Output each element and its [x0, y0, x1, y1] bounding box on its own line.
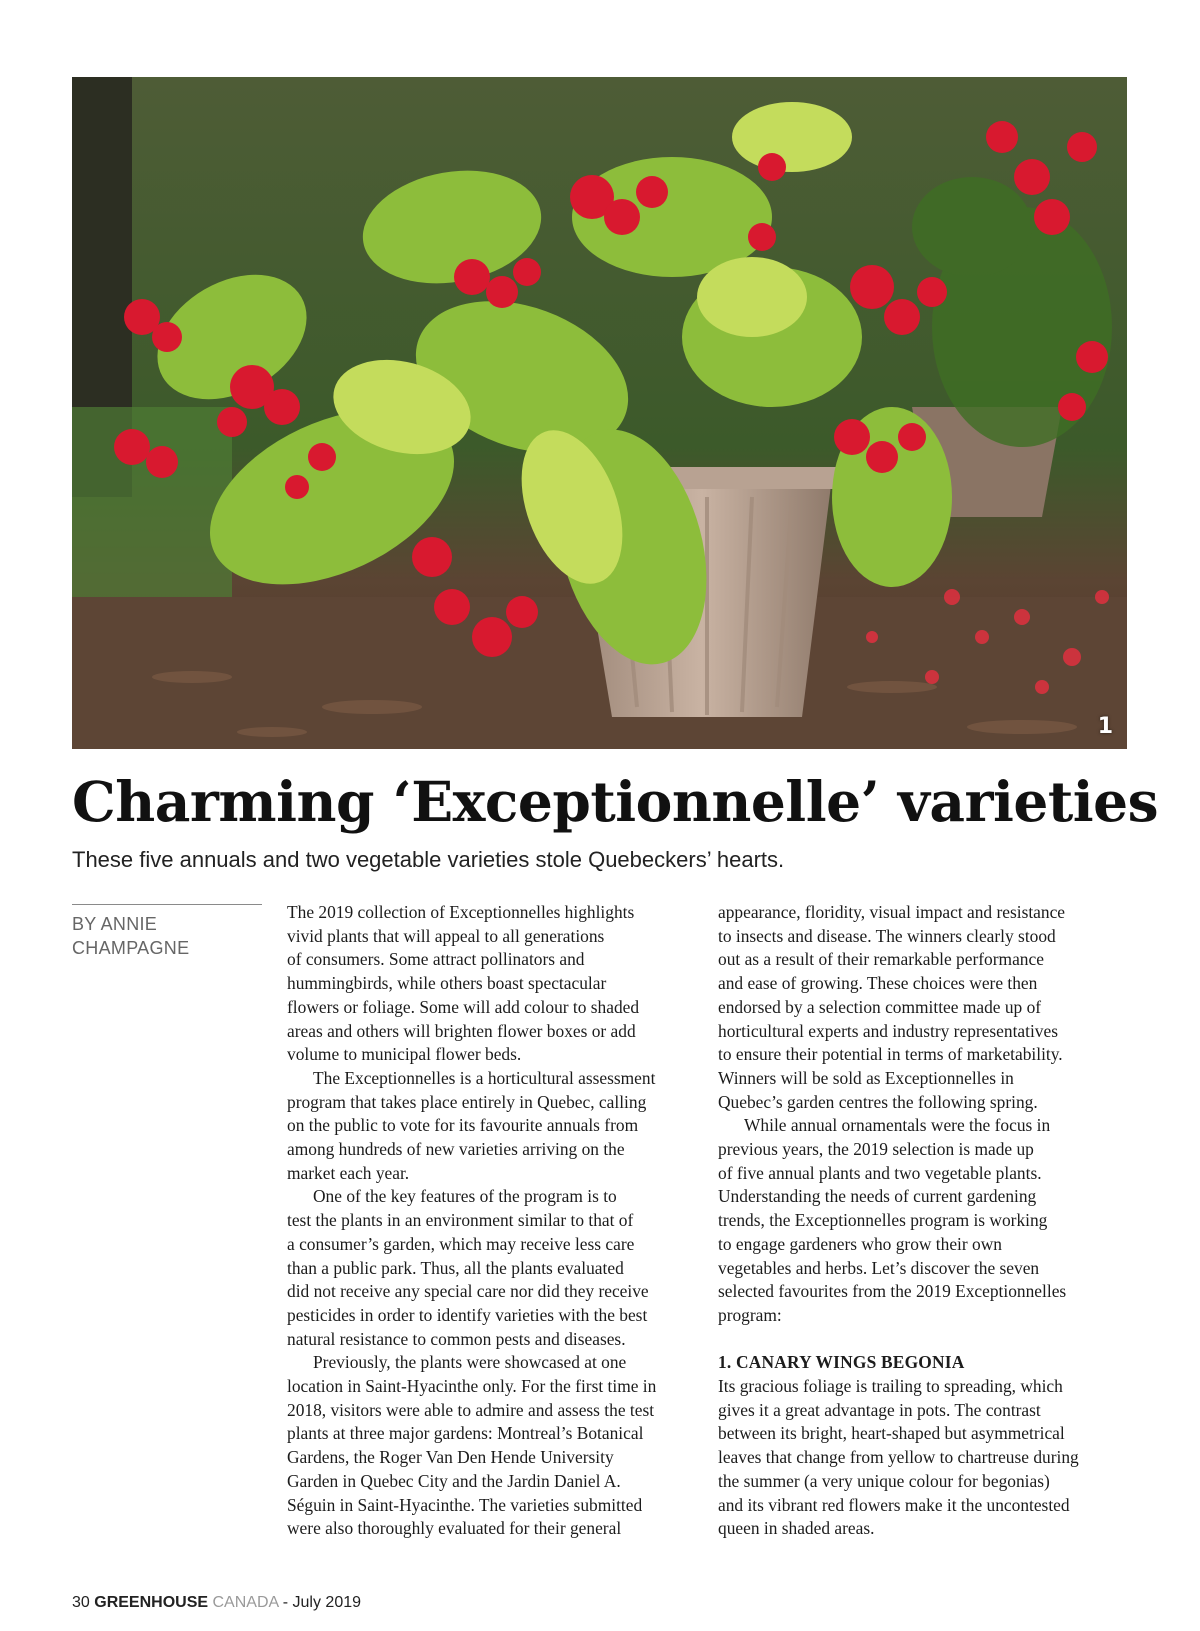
body-text: market each year. — [287, 1162, 410, 1183]
body-text: One of the key features of the program is to — [313, 1186, 617, 1207]
body-text-line — [718, 996, 1128, 1020]
body-text-line — [718, 972, 1128, 996]
body-text: location in Saint-Hyacinthe only. For the first time in — [287, 1376, 657, 1397]
body-text-line — [718, 1375, 1128, 1399]
body-text: flowers or foliage. Some will add colour to shaded — [287, 996, 640, 1017]
byline-rule — [72, 904, 262, 905]
body-text: Séguin in Saint-Hyacinthe. The varieties submitted — [287, 1494, 643, 1515]
byline — [72, 912, 262, 960]
body-text-line — [718, 948, 1128, 972]
body-text-line — [287, 1185, 695, 1209]
body-text: selected favourites from the 2019 Exceptionnelles — [718, 1281, 1067, 1302]
body-text-line — [287, 1233, 695, 1257]
body-text: queen in shaded areas. — [718, 1518, 875, 1539]
body-text-line — [718, 1114, 1128, 1138]
byline-line: CHAMPAGNE — [72, 938, 190, 958]
body-text-line — [718, 1257, 1128, 1281]
body-text: and its vibrant red flowers make it the uncontested — [718, 1494, 1070, 1515]
body-text: leaves that change from yellow to chartreuse during — [718, 1447, 1079, 1468]
footer-separator: - — [282, 1594, 289, 1611]
body-text: Garden in Quebec City and the Jardin Daniel A. — [287, 1470, 621, 1491]
magazine-name-light: CANADA — [212, 1594, 279, 1611]
body-text-line — [718, 1446, 1128, 1470]
body-column-1 — [287, 901, 695, 1541]
body-text-line — [287, 1351, 695, 1375]
body-text-line — [718, 1209, 1128, 1233]
body-text-line — [718, 901, 1128, 925]
body-text-line — [718, 925, 1128, 949]
section-heading: 1. CANARY WINGS BEGONIA — [718, 1352, 965, 1373]
body-text-line — [287, 972, 695, 996]
body-text-line — [287, 925, 695, 949]
body-text-line — [718, 1422, 1128, 1446]
byline-line: BY ANNIE — [72, 914, 158, 934]
body-text-line — [287, 1375, 695, 1399]
body-text: to insects and disease. The winners clearly stood — [718, 925, 1056, 946]
body-text: vivid plants that will appeal to all generations — [287, 925, 605, 946]
body-text-line — [718, 1138, 1128, 1162]
body-text-line — [718, 1399, 1128, 1423]
body-text-line — [287, 1470, 695, 1494]
page-number: 30 — [72, 1594, 90, 1611]
body-text-line — [718, 1185, 1128, 1209]
body-text-line — [287, 1138, 695, 1162]
body-text: hummingbirds, while others boast spectacular — [287, 973, 607, 994]
section-body — [718, 1375, 1128, 1541]
body-text-line — [287, 1399, 695, 1423]
body-text: did not receive any special care nor did they receive — [287, 1281, 649, 1302]
body-text-line — [287, 1020, 695, 1044]
body-text: program that takes place entirely in Quebec, calling — [287, 1091, 647, 1112]
body-text: gives it a great advantage in pots. The contrast — [718, 1399, 1041, 1420]
issue-date: July 2019 — [292, 1594, 362, 1611]
body-text-line — [287, 1280, 695, 1304]
body-text-line — [287, 1494, 695, 1518]
body-text-line — [718, 1091, 1128, 1115]
body-text: on the public to vote for its favourite annuals from — [287, 1115, 639, 1136]
body-text: out as a result of their remarkable performance — [718, 949, 1044, 970]
body-text: 2018, visitors were able to admire and assess the test — [287, 1399, 655, 1420]
body-text: to engage gardeners who grow their own — [718, 1233, 1002, 1254]
body-text: appearance, floridity, visual impact and resistance — [718, 902, 1066, 922]
body-text: between its bright, heart-shaped but asymmetrical — [718, 1423, 1065, 1444]
body-text-line — [287, 901, 695, 925]
body-text-line — [287, 1091, 695, 1115]
body-text: and ease of growing. These choices were then — [718, 973, 1038, 994]
body-text-line — [287, 1067, 695, 1091]
body-text-line — [287, 1446, 695, 1470]
body-text: The 2019 collection of Exceptionnelles highlights — [287, 902, 635, 922]
body-text-line — [718, 1162, 1128, 1186]
body-text: of five annual plants and two vegetable plants. — [718, 1162, 1042, 1183]
body-text-line — [718, 1020, 1128, 1044]
body-text-line — [718, 1043, 1128, 1067]
magazine-name: GREENHOUSE — [94, 1594, 209, 1611]
page-footer — [72, 1593, 361, 1613]
body-text: horticultural experts and industry representatives — [718, 1020, 1058, 1041]
body-text-line — [287, 996, 695, 1020]
body-text: program: — [718, 1304, 782, 1325]
body-text: Winners will be sold as Exceptionnelles in — [718, 1067, 1014, 1088]
column-2-lines — [718, 901, 1128, 1328]
body-text: than a public park. Thus, all the plants evaluated — [287, 1257, 624, 1278]
body-text: areas and others will brighten flower boxes or add — [287, 1020, 636, 1041]
body-text: a consumer’s garden, which may receive less care — [287, 1233, 635, 1254]
body-text-line — [718, 1067, 1128, 1091]
body-text: of consumers. Some attract pollinators and — [287, 949, 585, 970]
body-text: Previously, the plants were showcased at one — [313, 1352, 627, 1373]
body-text: the summer (a very unique colour for begonias) — [718, 1470, 1050, 1491]
begonia-photo — [72, 77, 1127, 749]
photo-number: 1 — [1097, 714, 1113, 739]
body-text-line — [287, 1257, 695, 1281]
body-text: vegetables and herbs. Let’s discover the seven — [718, 1257, 1040, 1278]
body-text-line — [287, 1043, 695, 1067]
body-text: test the plants in an environment similar to that of — [287, 1210, 634, 1231]
body-text: While annual ornamentals were the focus in — [744, 1115, 1051, 1136]
body-text-line — [718, 1304, 1128, 1328]
body-text-line — [287, 948, 695, 972]
body-text: Its gracious foliage is trailing to spreading, which — [718, 1376, 1063, 1397]
body-text-line — [718, 1280, 1128, 1304]
begonia-photo-icon — [72, 77, 1127, 749]
body-text: volume to municipal flower beds. — [287, 1044, 522, 1065]
body-text-line — [287, 1422, 695, 1446]
body-text-line — [718, 1517, 1128, 1541]
body-text: natural resistance to common pests and diseases. — [287, 1328, 626, 1349]
body-text: The Exceptionnelles is a horticultural assessment — [313, 1067, 656, 1088]
body-text: to ensure their potential in terms of marketability. — [718, 1044, 1063, 1065]
body-text-line — [287, 1304, 695, 1328]
body-text-line — [287, 1162, 695, 1186]
body-text: endorsed by a selection committee made up of — [718, 996, 1042, 1017]
body-text: Understanding the needs of current gardening — [718, 1186, 1037, 1207]
body-text-line — [718, 1494, 1128, 1518]
body-text-line — [287, 1209, 695, 1233]
body-text: Gardens, the Roger Van Den Hende University — [287, 1447, 614, 1468]
body-text: pesticides in order to identify varieties with the best — [287, 1304, 648, 1325]
body-text-line — [287, 1328, 695, 1352]
body-text-line — [718, 1470, 1128, 1494]
body-text: Quebec’s garden centres the following spring. — [718, 1091, 1038, 1112]
body-text: among hundreds of new varieties arriving on the — [287, 1139, 625, 1160]
body-text-line — [287, 1114, 695, 1138]
body-column-2 — [718, 901, 1128, 1541]
body-text: plants at three major gardens: Montreal’s Botanical — [287, 1423, 644, 1444]
article-title: Charming ‘Exceptionnelle’ varieties — [72, 769, 1159, 834]
body-text: previous years, the 2019 selection is made up — [718, 1139, 1034, 1160]
body-text: trends, the Exceptionnelles program is working — [718, 1210, 1048, 1231]
body-text: were also thoroughly evaluated for their general — [287, 1518, 622, 1539]
body-text-line — [287, 1517, 695, 1541]
article-deck: These five annuals and two vegetable varieties stole Quebeckers’ hearts. — [72, 847, 785, 872]
body-text-line — [718, 1233, 1128, 1257]
